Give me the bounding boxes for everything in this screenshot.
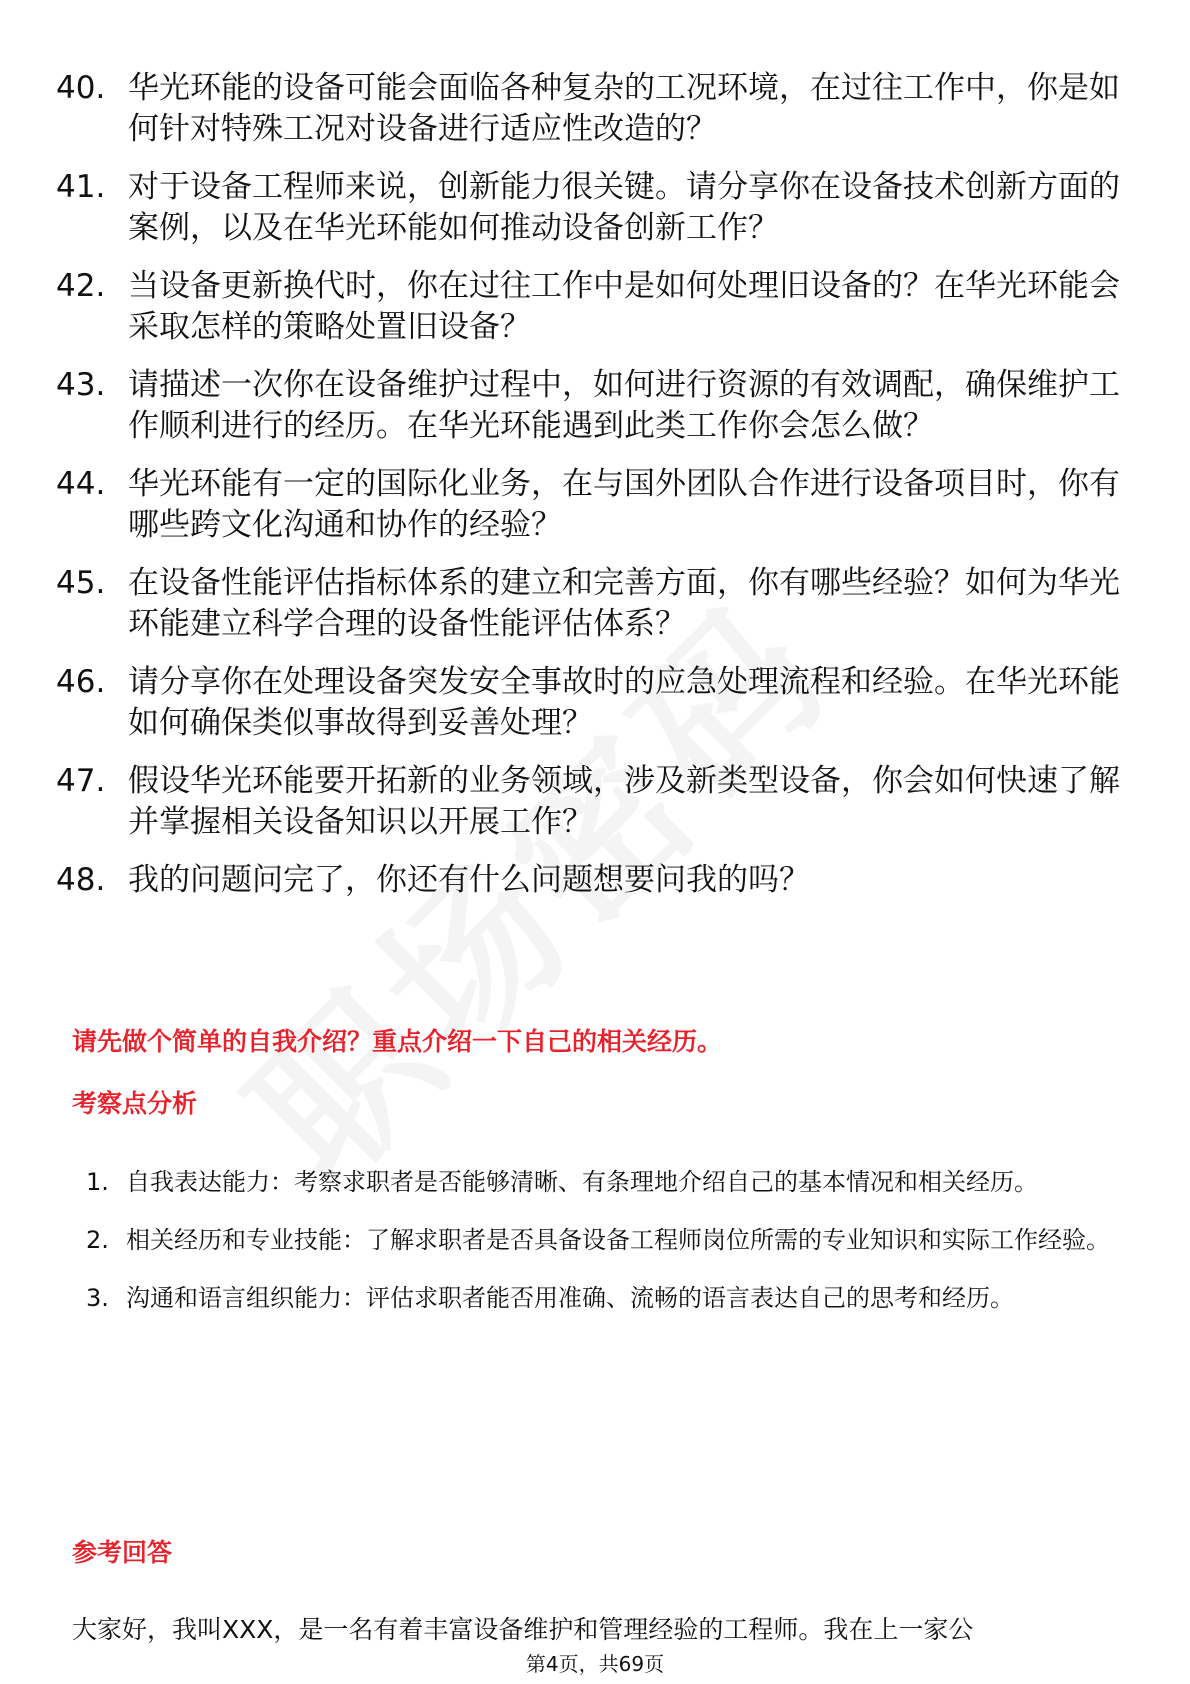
question-item bbox=[56, 761, 1126, 843]
question-number: 47. bbox=[56, 763, 106, 799]
question-number: 42. bbox=[56, 268, 106, 304]
question-number: 45. bbox=[56, 565, 106, 601]
point-number: 2. bbox=[86, 1226, 109, 1254]
question-item bbox=[56, 365, 1126, 447]
analysis-point bbox=[86, 1269, 1126, 1327]
analysis-heading: 考察点分析 bbox=[72, 1089, 198, 1118]
analysis-point-list bbox=[86, 1153, 1126, 1327]
question-item bbox=[56, 464, 1126, 546]
question-number: 43. bbox=[56, 367, 106, 403]
question-text: 我的问题问完了，你还有什么问题想要问我的吗？ bbox=[128, 862, 810, 898]
question-number: 44. bbox=[56, 466, 106, 502]
question-list bbox=[56, 68, 1126, 918]
point-number: 3. bbox=[86, 1284, 109, 1312]
page-footer: 第4页，共69页 bbox=[525, 1652, 665, 1676]
analysis-point bbox=[86, 1211, 1126, 1269]
question-text: 华光环能有一定的国际化业务，在与国外团队合作进行设备项目时，你有哪些跨文化沟通和协作的经验？ bbox=[128, 466, 1120, 543]
point-text: 沟通和语言组织能力：评估求职者能否用准确、流畅的语言表达自己的思考和经历。 bbox=[126, 1284, 1014, 1312]
point-number: 1. bbox=[86, 1168, 109, 1196]
point-text: 自我表达能力：考察求职者是否能够清晰、有条理地介绍自己的基本情况和相关经历。 bbox=[126, 1168, 1038, 1196]
question-item bbox=[56, 860, 1126, 901]
reference-answer-heading: 参考回答 bbox=[72, 1538, 173, 1567]
question-text: 请分享你在处理设备突发安全事故时的应急处理流程和经验。在华光环能如何确保类似事故得到妥善处理？ bbox=[128, 664, 1120, 741]
question-text: 请描述一次你在设备维护过程中，如何进行资源的有效调配，确保维护工作顺利进行的经历。在华光环能遇到此类工作你会怎么做？ bbox=[128, 367, 1120, 444]
question-text: 假设华光环能要开拓新的业务领域，涉及新类型设备，你会如何快速了解并掌握相关设备知识以开展工作？ bbox=[128, 763, 1120, 840]
question-text: 当设备更新换代时，你在过往工作中是如何处理旧设备的？在华光环能会采取怎样的策略处置旧设备？ bbox=[128, 268, 1120, 345]
point-text: 相关经历和专业技能：了解求职者是否具备设备工程师岗位所需的专业知识和实际工作经验。 bbox=[126, 1226, 1110, 1254]
question-item bbox=[56, 563, 1126, 645]
question-number: 46. bbox=[56, 664, 106, 700]
question-number: 40. bbox=[56, 70, 106, 106]
question-item bbox=[56, 266, 1126, 348]
question-item bbox=[56, 662, 1126, 744]
intro-question-heading: 请先做个简单的自我介绍？重点介绍一下自己的相关经历。 bbox=[72, 1027, 723, 1056]
reference-answer-text: 大家好，我叫XXX，是一名有着丰富设备维护和管理经验的工程师。我在上一家公 bbox=[72, 1615, 974, 1644]
analysis-point bbox=[86, 1153, 1126, 1211]
question-item bbox=[56, 68, 1126, 150]
question-item bbox=[56, 167, 1126, 249]
question-text: 在设备性能评估指标体系的建立和完善方面，你有哪些经验？如何为华光环能建立科学合理的设备性能评估体系？ bbox=[128, 565, 1120, 642]
question-number: 48. bbox=[56, 862, 106, 898]
question-number: 41. bbox=[56, 169, 106, 205]
question-text: 对于设备工程师来说，创新能力很关键。请分享你在设备技术创新方面的案例，以及在华光环能如何推动设备创新工作？ bbox=[128, 169, 1120, 246]
question-text: 华光环能的设备可能会面临各种复杂的工况环境，在过往工作中，你是如何针对特殊工况对设备进行适应性改造的？ bbox=[128, 70, 1120, 147]
